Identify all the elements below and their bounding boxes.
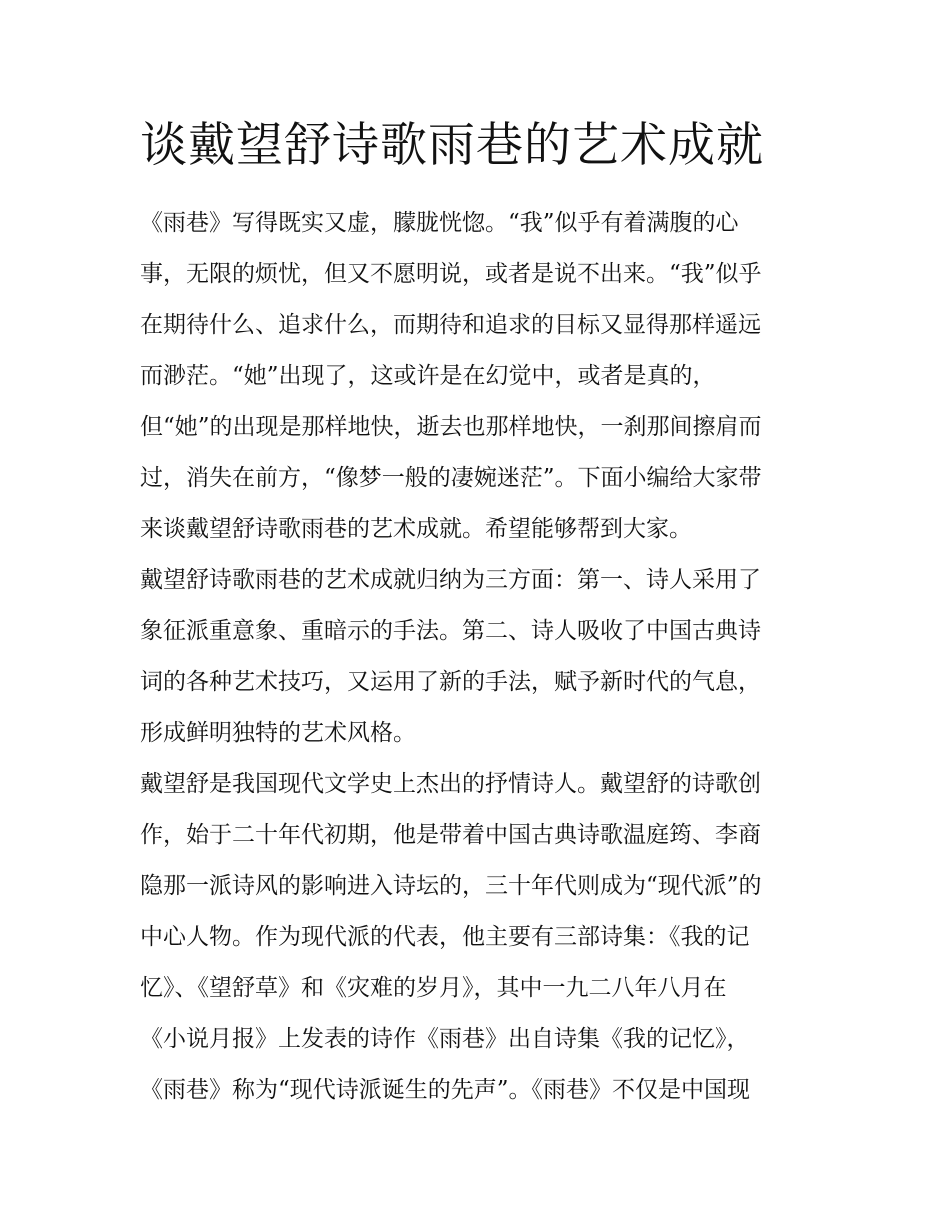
text-line: 中心人物。作为现代派的代表，他主要有三部诗集：《我的记	[140, 924, 750, 950]
document-title: 谈戴望舒诗歌雨巷的艺术成就	[140, 118, 764, 173]
text-line: 《雨巷》称为“现代诗派诞生的先声”。《雨巷》不仅是中国现	[140, 1077, 751, 1103]
text-line: 事，无限的烦忧，但又不愿明说，或者是说不出来。“我”似乎	[140, 261, 762, 287]
text-line: 而渺茫。“她”出现了，这或许是在幻觉中，或者是真的，	[140, 363, 716, 389]
text-line: 词的各种艺术技巧，又运用了新的手法，赋予新时代的气息，	[140, 669, 761, 695]
text-line: 《雨巷》写得既实又虚，朦胧恍惚。“我”似乎有着满腹的心	[140, 210, 739, 236]
text-line: 来谈戴望舒诗歌雨巷的艺术成就。希望能够帮到大家。	[140, 516, 692, 542]
text-line: 《小说月报》上发表的诗作《雨巷》出自诗集《我的记忆》，	[140, 1026, 750, 1052]
document-body	[140, 198, 816, 1116]
text-line: 象征派重意象、重暗示的手法。第二、诗人吸收了中国古典诗	[140, 618, 761, 644]
text-line: 忆》、《望舒草》和《灾难的岁月》，其中一九二八年八月在	[140, 975, 727, 1001]
text-line: 戴望舒诗歌雨巷的艺术成就归纳为三方面：第一、诗人采用了	[140, 567, 761, 593]
text-line: 但“她”的出现是那样地快，逝去也那样地快，一刹那间擦肩而	[140, 414, 762, 440]
text-line: 戴望舒是我国现代文学史上杰出的抒情诗人。戴望舒的诗歌创	[140, 771, 761, 797]
text-line: 作，始于二十年代初期，他是带着中国古典诗歌温庭筠、李商	[140, 822, 761, 848]
text-line: 在期待什么、追求什么，而期待和追求的目标又显得那样遥远	[140, 312, 761, 338]
text-line: 形成鲜明独特的艺术风格。	[140, 720, 416, 746]
text-line: 隐那一派诗风的影响进入诗坛的，三十年代则成为“现代派”的	[140, 873, 762, 899]
text-line: 过，消失在前方，“像梦一般的凄婉迷茫”。下面小编给大家带	[140, 465, 762, 491]
